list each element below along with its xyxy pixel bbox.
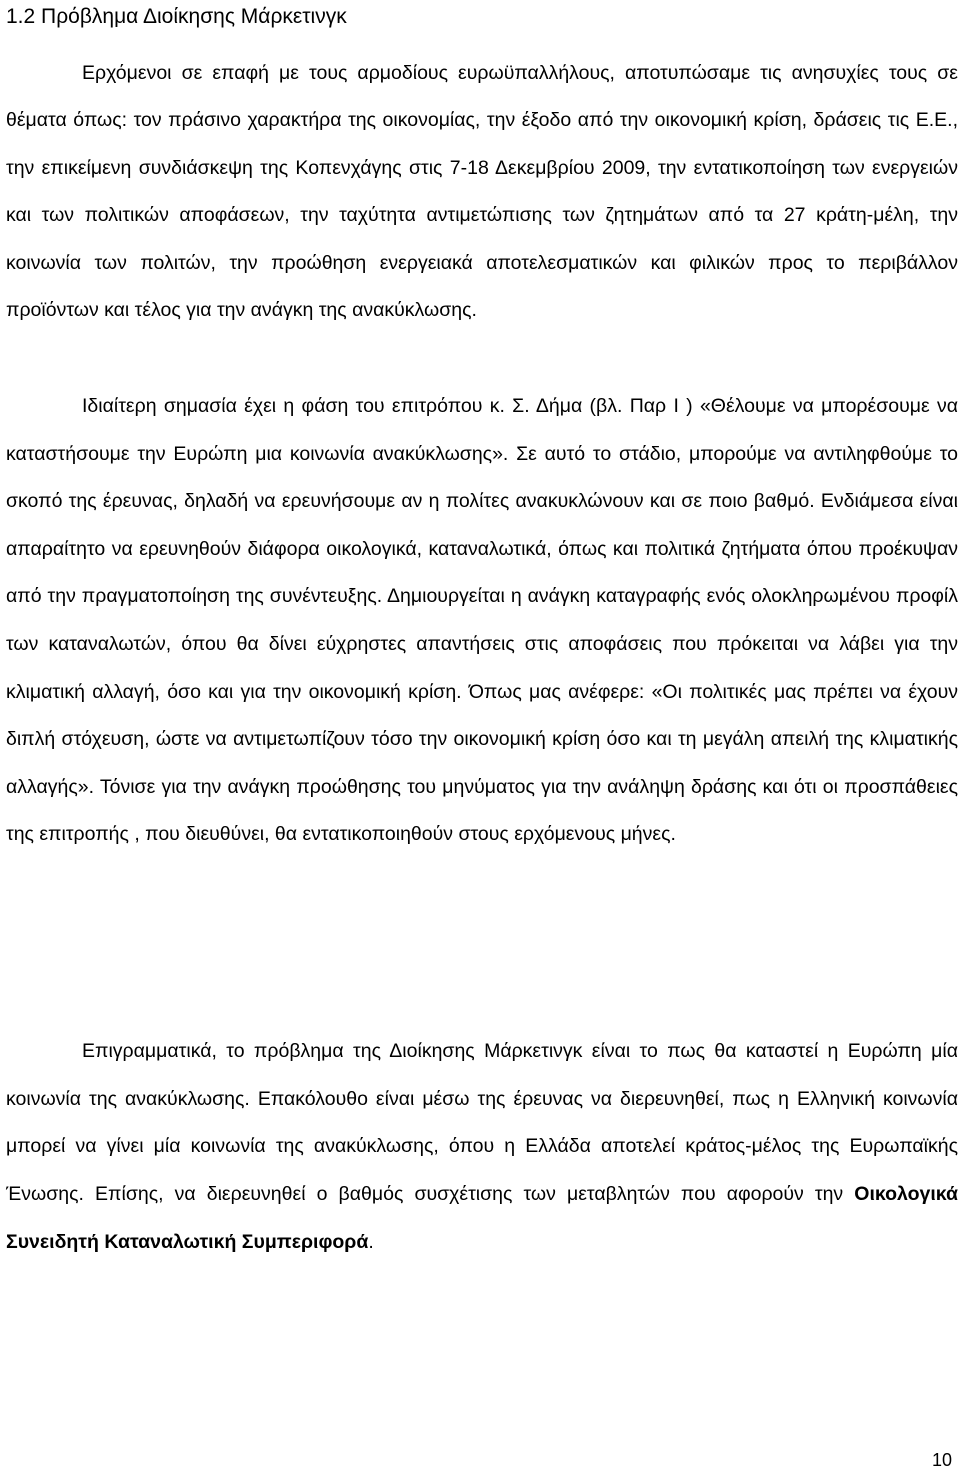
- paragraph-summary-end: .: [368, 1230, 374, 1253]
- paragraph-summary: [6, 1028, 958, 1267]
- page-number: 10: [931, 1450, 952, 1470]
- bold-term: Οικολογικά Συνειδητή Καταναλωτική Συμπεριφορά: [6, 1183, 958, 1253]
- section-heading: 1.2 Πρόβλημα Διοίκησης Μάρκετινγκ: [6, 5, 347, 28]
- paragraph-commissioner: Ιδιαίτερη σημασία έχει η φάση του επιτρόπου κ. Σ. Δήμα (βλ. Παρ Ι ) «Θέλουμε να μπορέσουμε να καταστήσουμε την Ευρώπη μια κοινωνία ανακύκλωσης». Σε αυτό το στάδιο, μπορούμε να αντιληφθούμε το σκοπό της έρευνας, δηλαδή να ερευνήσουμε αν η πολίτες ανακυκλώνουν και σε ποιο βαθμό. Ενδιάμεσα είναι απαραίτητο να ερευνηθούν διάφορα οικολογικά, καταναλωτικά, όπως και πολιτικά ζητήματα όπου προέκυψαν από την πραγματοποίηση της συνέντευξης. Δημιουργείται η ανάγκη καταγραφής ενός ολοκληρωμένου προφίλ των καταναλωτών, όπου θα δίνει εύχρηστες απαντήσεις στις αποφάσεις που πρόκειται να λάβει για την κλιματική αλλαγή, όσο και για την οικονομική κρίση. Όπως μας ανέφερε: «Οι πολιτικές μας πρέπει να έχουν διπλή στόχευση, ώστε να αντιμετωπίζουν τόσο την οικονομική κρίση όσο και τη μεγάλη απειλή της κλιματικής αλλαγής». Τόνισε για την ανάγκη προώθησης του μηνύματος για την ανάληψη δράσης και ότι οι προσπάθειες της επιτροπής , που διευθύνει, θα εντατικοποιηθούν στους ερχόμενους μήνες.: [6, 395, 958, 846]
- document-page: [6, 0, 958, 1479]
- paragraph-summary-text: Επιγραμματικά, το πρόβλημα της Διοίκησης Μάρκετινγκ είναι το πως θα καταστεί η Ευρώπη μία κοινωνία της ανακύκλωσης. Επακόλουθο είναι μέσω της έρευνας να διερευνηθεί, πως η Ελληνική κοινωνία μπορεί να γίνει μία κοινωνία της ανακύκλωσης, όπου η Ελλάδα αποτελεί κράτος-μέλος της Ευρωπαϊκής Ένωσης. Επίσης, να διερευνηθεί ο βαθμός συσχέτισης των μεταβλητών που αφορούν την: [6, 1040, 958, 1206]
- paragraph-concerns: Ερχόμενοι σε επαφή με τους αρμοδίους ευρωϋπαλλήλους, αποτυπώσαμε τις ανησυχίες τους σε θέματα όπως: τον πράσινο χαρακτήρα της οικονομίας, την έξοδο από την οικονομική κρίση, δράσεις τις Ε.Ε., την επικείμενη συνδιάσκεψη της Κοπενχάγης στις 7-18 Δεκεμβρίου 2009, την εντατικοποίηση των ενεργειών και των πολιτικών αποφάσεων, την ταχύτητα αντιμετώπισης των ζητημάτων από τα 27 κράτη-μέλη, την κοινωνία των πολιτών, την προώθηση ενεργειακά αποτελεσματικών και φιλικών προς το περιβάλλον προϊόντων και τέλος για την ανάγκη της ανακύκλωσης.: [6, 62, 958, 322]
